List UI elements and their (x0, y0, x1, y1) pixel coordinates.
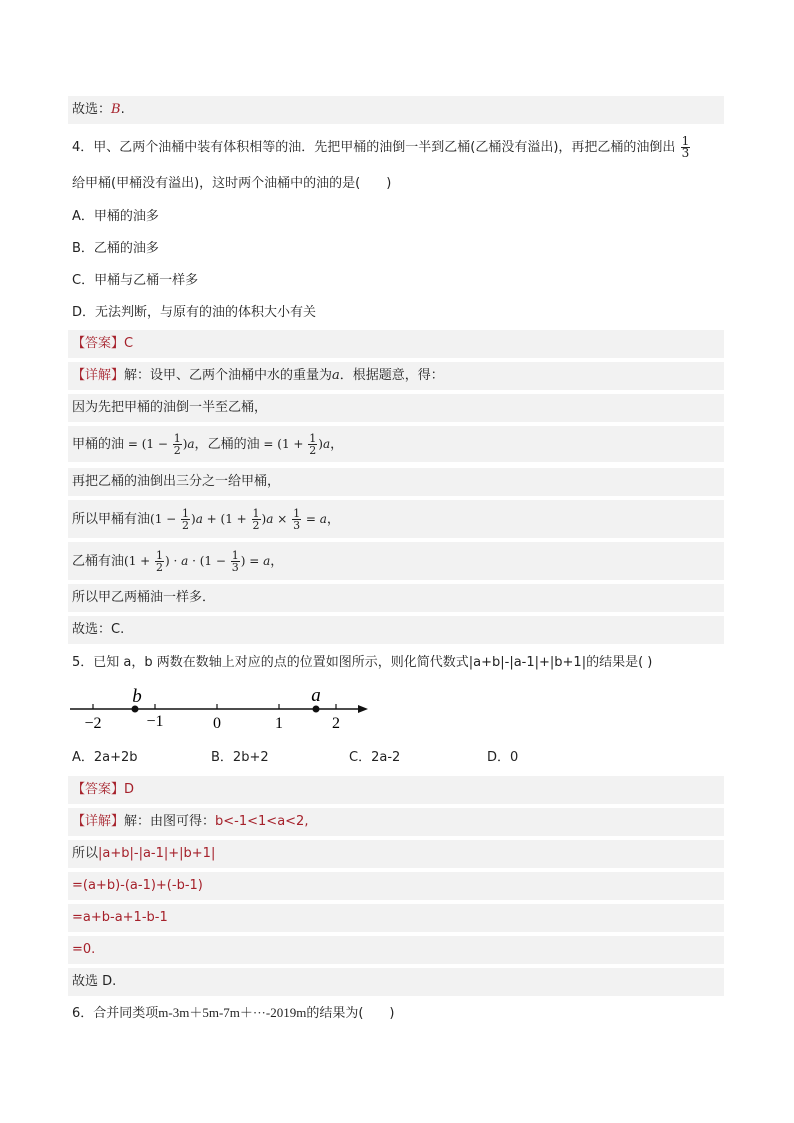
q4-step4-label: 所以甲桶有油 (72, 512, 151, 527)
q4-step5: 乙桶有油(1 + $\frac{1}{2}$ ) · a · (1 − $\frac{1}{3}$ ) = a， (68, 542, 724, 580)
q4-answer-text: 【答案】C (72, 336, 134, 351)
q4-option-a: A．甲桶的油多 (72, 209, 159, 224)
q5-step1 (68, 840, 724, 868)
q5-option-c: C．2a-2 (349, 750, 401, 765)
q4-stem-text: 4．甲、乙两个油桶中装有体积相等的油．先把甲桶的油倒一半到乙桶(乙桶没有溢出)，再把乙桶的油倒出 (72, 140, 676, 155)
point-a (313, 706, 320, 713)
q4-step6 (68, 584, 724, 612)
prev-answer-line (68, 96, 724, 124)
q4-step4: 所以甲桶有油(1 − $\frac{1}{2}$ )a + (1 + $\frac{1}{2}$ )a × $\frac{1}{3}$ = a， (68, 500, 724, 538)
q4-answer (68, 330, 724, 358)
q4-option-b: B．乙桶的油多 (72, 241, 159, 256)
q5-step2 (68, 872, 724, 900)
number-line-arrow (358, 705, 368, 713)
q5-answer (68, 776, 724, 804)
q5-explain-intro-text: 解：由图可得： (124, 814, 216, 829)
q5-option-d: D．0 (487, 750, 519, 765)
q5-step3-text: =a+b-a+1-b-1 (72, 910, 168, 925)
q5-stem: 5．已知 a，b 两数在数轴上对应的点的位置如图所示，则化简代数式|a+b|-|a-1|+|b+1|的结果是( ) (72, 655, 653, 670)
q5-step4 (68, 936, 724, 964)
q6-expr: m-3m＋5m-7m＋···-2019m (158, 1005, 307, 1020)
q4-step2: 甲桶的油 = (1 − $\frac{1}{2}$ )a，乙桶的油 = (1 + $\frac{1}{2}$ )a， (68, 426, 724, 462)
q4-step6-text: 所以甲乙两桶油一样多． (72, 590, 216, 605)
q4-explain-intro (68, 362, 724, 390)
q4-step2-b-label: 乙桶的油 (207, 437, 260, 452)
q5-explain-tag: 【详解】 (72, 814, 125, 829)
q4-step1 (68, 394, 724, 422)
q5-step3 (68, 904, 724, 932)
q4-explain-var: a (332, 368, 340, 383)
q4-option-d: D．无法判断，与原有的油的体积大小有关 (72, 305, 317, 320)
prev-answer-value: B (111, 102, 121, 117)
q5-option-a: A．2a+2b (72, 750, 138, 765)
q4-frac-den: 3 (681, 146, 690, 160)
tick-label-1: 1 (275, 715, 283, 732)
q5-answer-text: 【答案】D (72, 782, 135, 797)
q6-stem-suffix: 的结果为( ) (306, 1006, 395, 1021)
q4-step4-expr: (1 − $\frac{1}{2}$ )a + (1 + $\frac{1}{2}$ )a × $\frac{1}{3}$ = a (150, 507, 327, 532)
prev-answer-label: 故选： (72, 102, 112, 117)
tick-label-neg2: −2 (84, 715, 102, 732)
q4-step5-expr: (1 + $\frac{1}{2}$ ) · a · (1 − $\frac{1}{3}$ ) = a (124, 549, 271, 574)
q4-step2-a-expr: = (1 − $\frac{1}{2}$ )a (124, 432, 195, 457)
q4-step2-a-label: 甲桶的油 (72, 437, 125, 452)
tick-label-neg1: −1 (146, 713, 164, 730)
q6-stem-prefix: 6．合并同类项 (72, 1006, 159, 1021)
q4-stem-line2: 给甲桶(甲桶没有溢出)，这时两个油桶中的油的是( ) (72, 176, 392, 191)
q4-frac-num: 1 (681, 134, 690, 148)
q5-step4-text: =0. (72, 942, 96, 957)
q4-step5-label: 乙桶有油 (72, 554, 125, 569)
q6-stem (72, 999, 394, 1027)
q4-step2-b-expr: = (1 + $\frac{1}{2}$ )a (259, 432, 331, 457)
q4-explain-intro-text: 解：设甲、乙两个油桶中水的重量为 (124, 368, 333, 383)
prev-answer-tail: . (120, 102, 125, 117)
q4-conclusion-text: 故选：C. (72, 622, 125, 637)
q4-explain-intro-tail: ．根据题意，得： (339, 368, 444, 383)
q5-step1-expr: |a+b|-|a-1|+|b+1| (98, 846, 216, 861)
tick-label-0: 0 (213, 715, 221, 732)
number-line-figure (68, 682, 378, 734)
q4-step3-text: 再把乙桶的油倒出三分之一给甲桶， (72, 474, 281, 489)
q5-conclusion (68, 968, 724, 996)
q5-step2-text: =(a+b)-(a-1)+(-b-1) (72, 878, 203, 893)
q5-step1-label: 所以 (72, 846, 99, 861)
q4-explain-tag: 【详解】 (72, 368, 125, 383)
point-a-label: a (311, 685, 321, 706)
q4-step1-text: 因为先把甲桶的油倒一半至乙桶， (72, 400, 268, 415)
q4-stem-line1 (72, 134, 732, 162)
q5-explain-cond: b<-1<1<a<2, (215, 814, 309, 829)
tick-label-2: 2 (332, 715, 340, 732)
q4-fraction (681, 136, 691, 159)
q4-conclusion (68, 616, 724, 644)
q5-explain-intro (68, 808, 724, 836)
q4-option-c: C．甲桶与乙桶一样多 (72, 273, 199, 288)
q4-step3 (68, 468, 724, 496)
q5-option-b: B．2b+2 (211, 750, 269, 765)
point-b-label: b (132, 686, 142, 707)
q5-conclusion-text: 故选 D. (72, 974, 117, 989)
